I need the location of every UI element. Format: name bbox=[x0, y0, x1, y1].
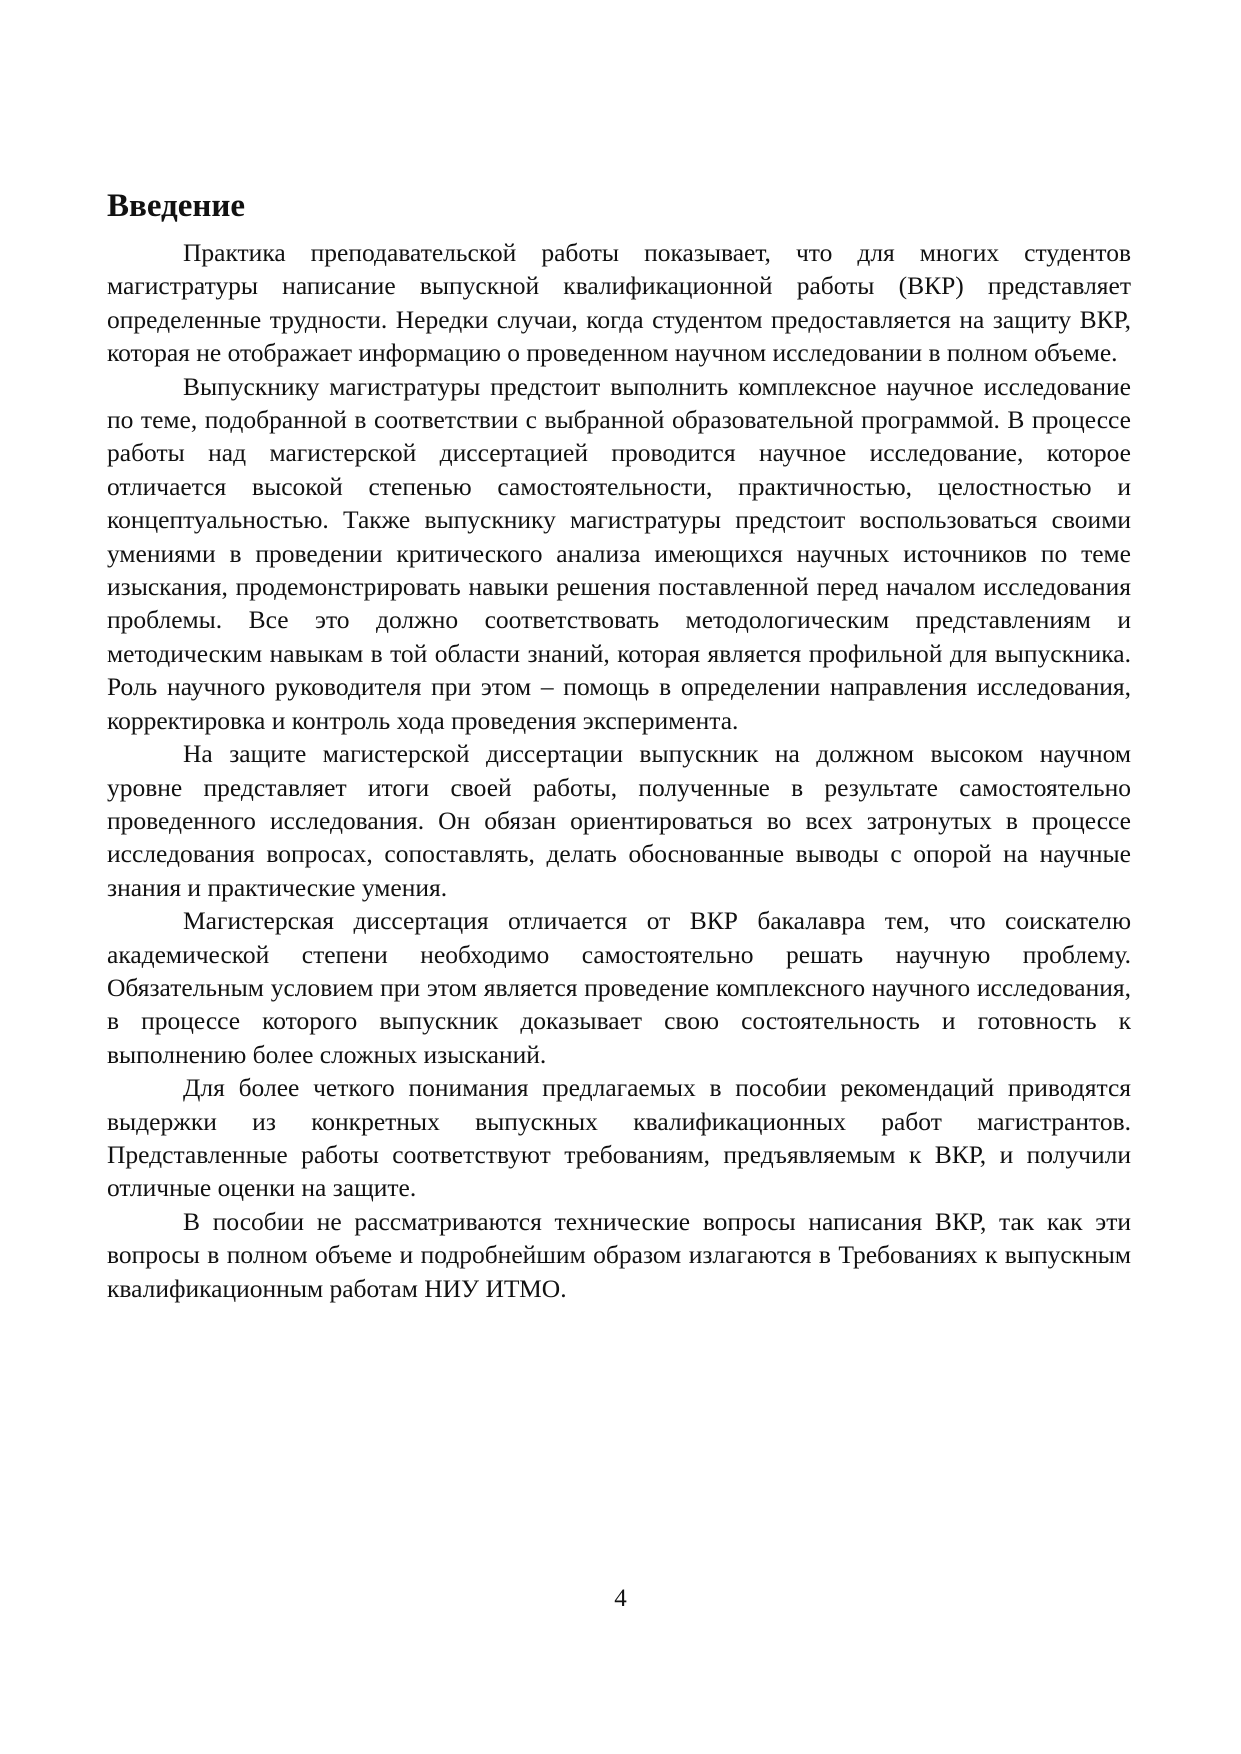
paragraph-5: Для более четкого понимания предлагаемых в пособии рекомендаций приводятся выдержки из конкретных выпускных квалификационных работ магистрантов. Представленные работы соответствуют требованиям, предъявляемым к ВКР, и получили отличные оценки на защите. bbox=[107, 1073, 1131, 1203]
paragraph-6: В пособии не рассматриваются технические вопросы написания ВКР, так как эти вопросы в полном объеме и подробнейшим образом излагаются в Требованиях к выпускным квалификационным работам НИУ ИТМО. bbox=[107, 1206, 1131, 1303]
paragraph-4: Магистерская диссертация отличается от ВКР бакалавра тем, что соискателю академической степени необходимо самостоятельно решать научную проблему. Обязательным условием при этом является проведение комплексного научного исследования, в процессе которого выпускник доказывает свою состоятельность и готовность к выполнению более сложных изысканий. bbox=[107, 906, 1131, 1069]
page-number: 4 bbox=[614, 1585, 627, 1612]
paragraph-3: На защите магистерской диссертации выпускник на должном высоком научном уровне представляет итоги своей работы, полученные в результате самостоятельно проведенного исследования. Он обязан ориентироваться во всех затронутых в процессе исследования вопросах, сопоставлять, делать обоснованные выводы с опорой на научные знания и практические умения. bbox=[107, 739, 1131, 902]
paragraph-2: Выпускнику магистратуры предстоит выполнить комплексное научное исследование по теме, подобранной в соответствии с выбранной образовательной программой. В процессе работы над магистерской диссертацией проводится научное исследование, которое отличается высокой степенью самостоятельности, практичностью, целостностью и концептуальностью. Также выпускнику магистратуры предстоит воспользоваться своими умениями в проведении критического анализа имеющихся научных источников по теме изыскания, продемонстрировать навыки решения поставленной перед началом исследования проблемы. Все это должно соответствовать методологическим представлениям и методическим навыкам в той области знаний, которая является профильной для выпускника. Роль научного руководителя при этом – помощь в определении направления исследования, корректировка и контроль хода проведения эксперимента. bbox=[107, 371, 1131, 735]
paragraph-1: Практика преподавательской работы показывает, что для многих студентов магистратуры написание выпускной квалификационной работы (ВКР) представляет определенные трудности. Нередки случаи, когда студентом предоставляется на защиту ВКР, которая не отображает информацию о проведенном научном исследовании в полном объеме. bbox=[107, 238, 1131, 368]
section-heading: Введение bbox=[107, 188, 246, 224]
page-content bbox=[107, 183, 1131, 1305]
